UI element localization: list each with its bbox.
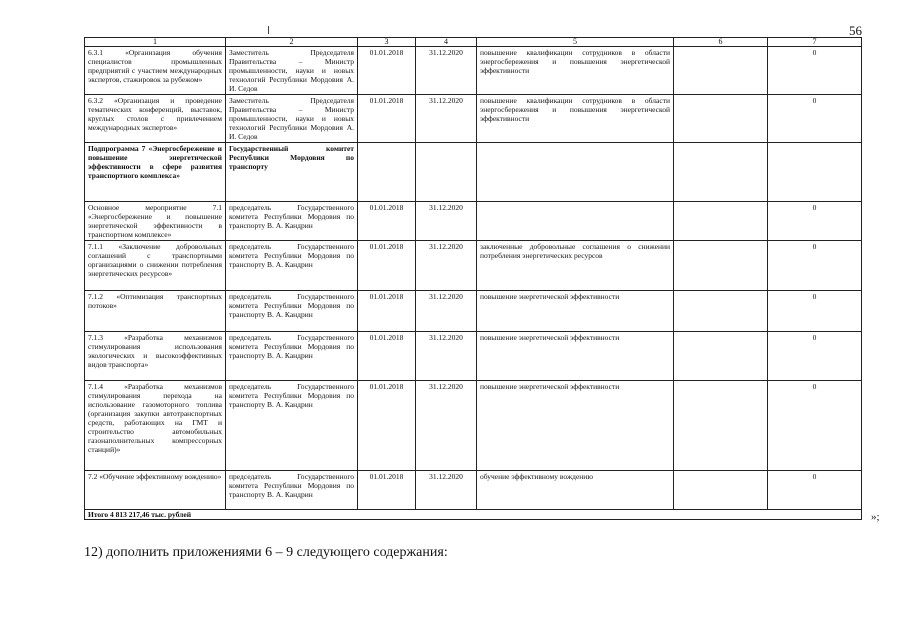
expected-result (477, 202, 674, 241)
table-row (85, 332, 862, 381)
column-6-cell (674, 471, 768, 510)
responsible: председатель Государственного комитета Республики Мордовия по транспорту В. А. Кандрин (226, 202, 358, 241)
table-row (85, 95, 862, 143)
page-number: 56 (849, 23, 862, 38)
expected-result: повышение квалификации сотрудников в области энергосбережения и повышения энергетической эффективности (477, 95, 674, 143)
start-date: 01.01.2018 (358, 291, 416, 332)
column-7-cell: 0 (768, 381, 862, 471)
column-6-cell (674, 332, 768, 381)
column-number: 7 (768, 38, 862, 47)
expected-result: повышение квалификации сотрудников в области энергосбережения и повышения энергетической эффективности (477, 47, 674, 95)
column-number: 2 (226, 38, 358, 47)
measure-name: 7.2 «Обучение эффективному вождению» (85, 471, 226, 510)
start-date: 01.01.2018 (358, 332, 416, 381)
start-date: 01.01.2018 (358, 47, 416, 95)
expected-result: повышение энергетической эффективности (477, 332, 674, 381)
amendment-paragraph: 12) дополнить приложениями 6 – 9 следующего содержания: (84, 545, 448, 560)
column-6-cell (674, 47, 768, 95)
end-date: 31.12.2020 (416, 47, 477, 95)
column-7-cell: 0 (768, 332, 862, 381)
column-7-cell: 0 (768, 241, 862, 291)
responsible: председатель Государственного комитета Республики Мордовия по транспорту В. А. Кандрин (226, 241, 358, 291)
end-date: 31.12.2020 (416, 95, 477, 143)
column-6-cell (674, 95, 768, 143)
measure-name: 6.3.2 «Организация и проведение тематических конференций, выставок, круглых столов с привлечением международных экспертов» (85, 95, 226, 143)
scan-mark (268, 26, 269, 34)
total-row (85, 510, 862, 520)
end-date: 31.12.2020 (416, 241, 477, 291)
responsible: председатель Государственного комитета Республики Мордовия по транспорту В. А. Кандрин (226, 381, 358, 471)
total-amount: Итого 4 813 217,46 тыс. рублей (85, 510, 862, 520)
column-number: 3 (358, 38, 416, 47)
start-date (358, 143, 416, 202)
column-7-cell (768, 143, 862, 202)
expected-result (477, 143, 674, 202)
closing-quote-mark: »; (871, 511, 880, 523)
responsible: Государственный комитет Республики Мордовия по транспорту (226, 143, 358, 202)
column-number: 5 (477, 38, 674, 47)
measure-name: Основное мероприятие 7.1 «Энергосбережение и повышение энергетической эффективности в транспортном комплексе» (85, 202, 226, 241)
program-table (84, 37, 862, 520)
end-date: 31.12.2020 (416, 381, 477, 471)
start-date: 01.01.2018 (358, 202, 416, 241)
end-date: 31.12.2020 (416, 471, 477, 510)
table-row (85, 143, 862, 202)
start-date: 01.01.2018 (358, 95, 416, 143)
column-6-cell (674, 241, 768, 291)
measure-name: 7.1.4 «Разработка механизмов стимулирования перехода на использование газомоторного топлива (организация закупки автотранспортных средств, работающих на ГМТ и строительство автомобильных газонаполнительных компрессорных станций)» (85, 381, 226, 471)
column-number-row (85, 38, 862, 47)
column-7-cell: 0 (768, 471, 862, 510)
expected-result: повышение энергетической эффективности (477, 291, 674, 332)
responsible: председатель Государственного комитета Республики Мордовия по транспорту В. А. Кандрин (226, 471, 358, 510)
column-7-cell: 0 (768, 47, 862, 95)
column-6-cell (674, 143, 768, 202)
table-row (85, 47, 862, 95)
expected-result: обучение эффективному вождению (477, 471, 674, 510)
column-7-cell: 0 (768, 95, 862, 143)
responsible: председатель Государственного комитета Республики Мордовия по транспорту В. А. Кандрин (226, 291, 358, 332)
table-row (85, 291, 862, 332)
column-number: 4 (416, 38, 477, 47)
expected-result: повышение энергетической эффективности (477, 381, 674, 471)
end-date: 31.12.2020 (416, 332, 477, 381)
column-7-cell: 0 (768, 202, 862, 241)
expected-result: заключенные добровольные соглашения о снижении потребления энергетических ресурсов (477, 241, 674, 291)
table-row (85, 202, 862, 241)
end-date (416, 143, 477, 202)
column-6-cell (674, 381, 768, 471)
start-date: 01.01.2018 (358, 471, 416, 510)
measure-name: 7.1.1 «Заключение добровольных соглашений с транспортными организациями о снижении потребления энергетических ресурсов» (85, 241, 226, 291)
table-row (85, 241, 862, 291)
column-7-cell: 0 (768, 291, 862, 332)
column-number: 6 (674, 38, 768, 47)
responsible: Заместитель Председателя Правительства – Министр промышленности, науки и новых технологий Республики Мордовия А. И. Седов (226, 47, 358, 95)
table-row (85, 471, 862, 510)
measure-name: 6.3.1 «Организация обучения специалистов промышленных предприятий с участием международных экспертов, стажировок за рубежом» (85, 47, 226, 95)
table-row (85, 381, 862, 471)
responsible: Заместитель Председателя Правительства – Министр промышленности, науки и новых технологий Республики Мордовия А. И. Седов (226, 95, 358, 143)
start-date: 01.01.2018 (358, 241, 416, 291)
responsible: председатель Государственного комитета Республики Мордовия по транспорту В. А. Кандрин (226, 332, 358, 381)
end-date: 31.12.2020 (416, 291, 477, 332)
column-6-cell (674, 291, 768, 332)
measure-name: 7.1.2 «Оптимизация транспортных потоков» (85, 291, 226, 332)
end-date: 31.12.2020 (416, 202, 477, 241)
column-number: 1 (85, 38, 226, 47)
column-6-cell (674, 202, 768, 241)
measure-name: 7.1.3 «Разработка механизмов стимулирования использования экологических и высокоэффективных видов транспорта» (85, 332, 226, 381)
subprogram-name: Подпрограмма 7 «Энергосбережение и повышение энергетической эффективности в сфере развития транспортного комплекса» (85, 143, 226, 202)
start-date: 01.01.2018 (358, 381, 416, 471)
